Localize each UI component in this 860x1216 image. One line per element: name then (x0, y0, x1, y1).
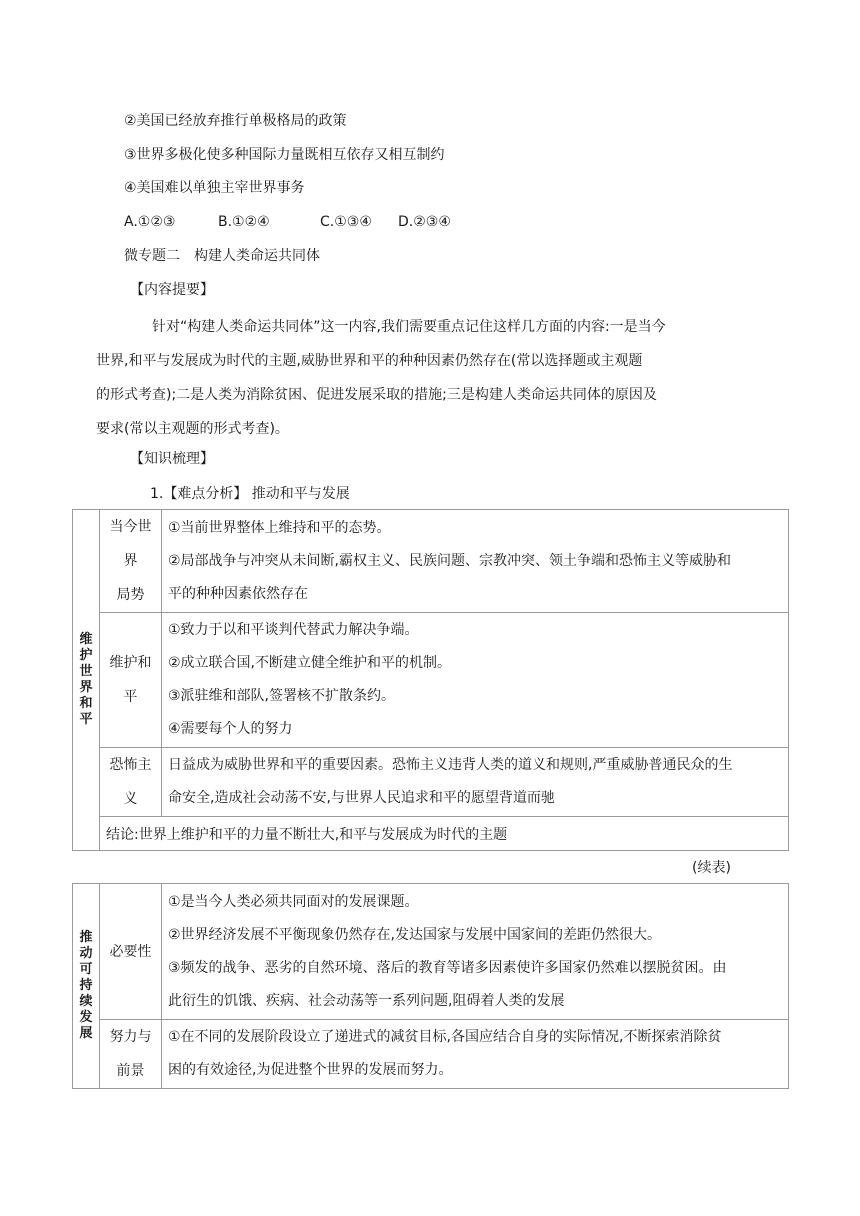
summary-line: 世界,和平与发展成为时代的主题,威胁世界和平的种种因素仍然存在(常以选择题或主观题 (96, 353, 643, 369)
row-content-maintain-peace: ①致力于以和平谈判代替武力解决争端。 ②成立联合国,不断建立健全维护和平的机制。 ③派驻维和部队,签署核不扩散条约。 ④需要每个人的努力 (162, 613, 789, 748)
row-content-world-situation: ①当前世界整体上维持和平的态势。 ②局部战争与冲突从未间断,霸权主义、民族问题、宗教冲突、领土争端和恐怖主义等威胁和 平的种种因素依然存在 (162, 510, 789, 613)
summary-paragraph (96, 310, 744, 446)
question-item-3: ③世界多极化使多种国际力量既相互依存又相互制约 (124, 147, 445, 163)
peace-group-label: 维护世界和平 (73, 510, 100, 851)
summary-heading: 【内容提要】 (130, 282, 214, 298)
peace-table (72, 509, 789, 851)
option-d: D.②③④ (398, 214, 451, 230)
row-label-efforts-prospects: 努力与 前景 (100, 1020, 162, 1089)
row-content-efforts-prospects: ①在不同的发展阶段设立了递进式的减贫目标,各国应结合自身的实际情况,不断探索消除贫 困的有效途径,为促进整个世界的发展而努力。 (162, 1020, 789, 1089)
continued-label: (续表) (692, 860, 731, 876)
question-item-4: ④美国难以单独主宰世界事务 (124, 180, 305, 196)
row-label-world-situation: 当今世界 局势 (100, 510, 162, 613)
answer-options (124, 212, 451, 232)
row-label-maintain-peace: 维护和平 (100, 613, 162, 748)
row-label-necessity: 必要性 (100, 884, 162, 1020)
row-content-terrorism: 日益成为威胁世界和平的重要因素。恐怖主义违背人类的道义和规则,严重威胁普通民众的生 命安全,造成社会动荡不安,与世界人民追求和平的愿望背道而驰 (162, 748, 789, 817)
summary-line: 要求(常以主观题的形式考查)。 (96, 421, 289, 437)
row-content-necessity: ①是当今人类必须共同面对的发展课题。 ②世界经济发展不平衡现象仍然存在,发达国家与发展中国家间的差距仍然很大。 ③频发的战争、恶劣的自然环境、落后的教育等诸多因素使许多国家仍然难以摆脱贫困。由 此衍生的饥饿、疾病、社会动荡等一系列问题,阻碍着人类的发展 (162, 884, 789, 1020)
summary-line: 针对“构建人类命运共同体”这一内容,我们需要重点记住这样几方面的内容:一是当今 (152, 319, 666, 335)
development-table (72, 883, 789, 1089)
option-a: A.①②③ (124, 214, 176, 230)
option-b: B.①②④ (218, 214, 270, 230)
topic-heading: 微专题二 构建人类命运共同体 (124, 248, 320, 264)
question-item-2: ②美国已经放弃推行单极格局的政策 (124, 113, 347, 129)
row-label-terrorism: 恐怖主义 (100, 748, 162, 817)
summary-line: 的形式考查);二是人类为消除贫困、促进发展采取的措施;三是构建人类命运共同体的原因及 (96, 387, 657, 403)
development-group-label: 推动可持续发展 (73, 884, 100, 1089)
conclusion-row: 结论:世界上维护和平的力量不断壮大,和平与发展成为时代的主题 (100, 817, 789, 851)
knowledge-heading: 【知识梳理】 (130, 451, 214, 467)
analysis-heading: 1.【难点分析】 推动和平与发展 (150, 486, 350, 502)
option-c: C.①③④ (320, 214, 372, 230)
